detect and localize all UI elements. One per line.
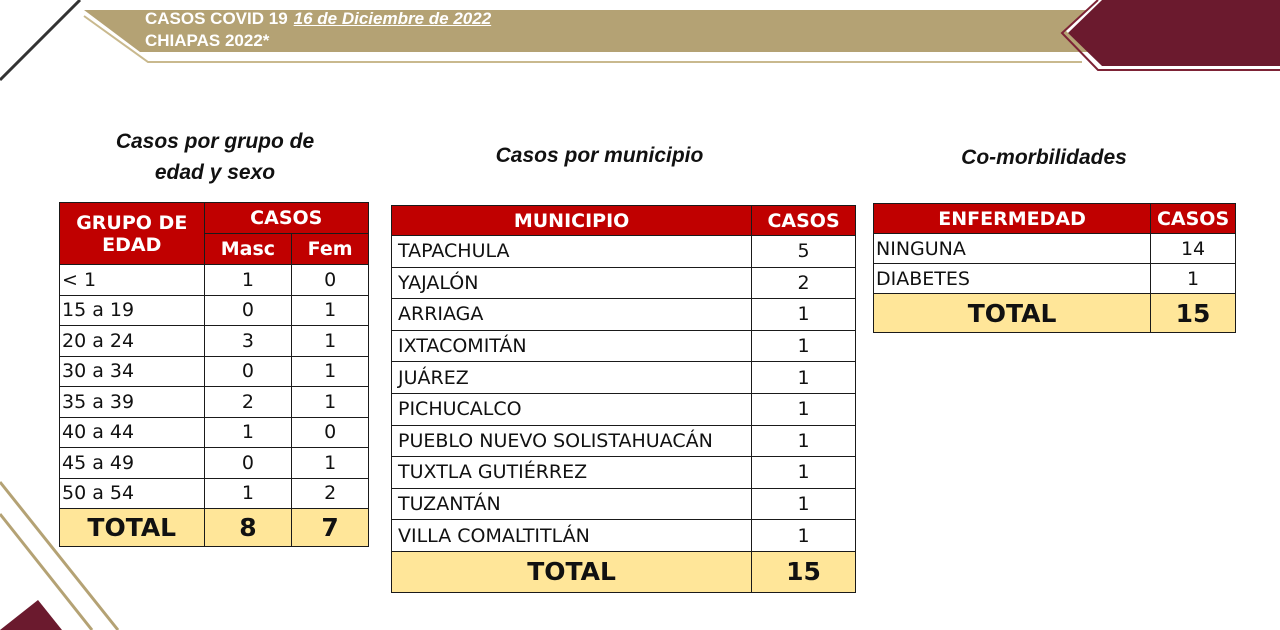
col-header-cases: CASOS — [204, 203, 368, 234]
total-row — [392, 551, 856, 592]
total-cases: 15 — [1151, 294, 1236, 333]
masc-cell: 0 — [204, 356, 292, 387]
total-label: TOTAL — [392, 551, 752, 592]
total-label: TOTAL — [60, 509, 205, 547]
col-header-group — [60, 203, 205, 265]
table-row — [392, 425, 856, 457]
table-row — [60, 326, 369, 357]
age-group-cell: 30 a 34 — [60, 356, 205, 387]
municipio-name-cell: TUXTLA GUTIÉRREZ — [392, 457, 752, 489]
fem-cell: 0 — [292, 265, 369, 296]
table-row — [392, 299, 856, 331]
cases-cell: 1 — [752, 520, 856, 552]
table-row — [874, 234, 1236, 264]
comorbidity-table — [873, 203, 1236, 333]
col-header-group-line1: GRUPO DE — [76, 211, 188, 234]
fem-cell: 1 — [292, 295, 369, 326]
col-header-fem: Fem — [292, 234, 369, 265]
col-header-cases: CASOS — [1151, 204, 1236, 234]
table-row — [60, 295, 369, 326]
table-row — [392, 393, 856, 425]
cases-cell: 2 — [752, 267, 856, 299]
disease-name-cell: DIABETES — [874, 264, 1151, 294]
fem-cell: 1 — [292, 356, 369, 387]
total-label: TOTAL — [874, 294, 1151, 333]
masc-cell: 3 — [204, 326, 292, 357]
municipio-table — [391, 205, 856, 593]
table-row — [60, 387, 369, 418]
disease-name-cell: NINGUNA — [874, 234, 1151, 264]
age-group-cell: < 1 — [60, 265, 205, 296]
cases-cell: 1 — [752, 362, 856, 394]
table-row — [392, 520, 856, 552]
col-header-masc: Masc — [204, 234, 292, 265]
age-group-cell: 50 a 54 — [60, 478, 205, 509]
fem-cell: 1 — [292, 326, 369, 357]
municipio-name-cell: YAJALÓN — [392, 267, 752, 299]
masc-cell: 1 — [204, 478, 292, 509]
cases-cell: 1 — [752, 393, 856, 425]
cases-cell: 5 — [752, 236, 856, 268]
col-header-disease: ENFERMEDAD — [874, 204, 1151, 234]
comorbidity-table-heading: Co-morbilidades — [961, 146, 1127, 169]
age-heading-line1: Casos por grupo de — [115, 130, 315, 153]
municipio-name-cell: TUZANTÁN — [392, 488, 752, 520]
cases-cell: 1 — [752, 425, 856, 457]
table-row — [392, 267, 856, 299]
bottom-left-maroon-triangle — [0, 600, 62, 630]
municipio-name-cell: JUÁREZ — [392, 362, 752, 394]
age-group-cell: 40 a 44 — [60, 417, 205, 448]
cases-cell: 14 — [1151, 234, 1236, 264]
age-group-cell: 15 a 19 — [60, 295, 205, 326]
municipio-name-cell: TAPACHULA — [392, 236, 752, 268]
municipio-name-cell: ARRIAGA — [392, 299, 752, 331]
total-cases: 15 — [752, 551, 856, 592]
fem-cell: 1 — [292, 387, 369, 418]
header-banner — [145, 8, 491, 52]
table-row — [874, 264, 1236, 294]
table-row — [60, 265, 369, 296]
total-masc: 8 — [204, 509, 292, 547]
age-table-heading — [60, 126, 370, 188]
col-header-cases: CASOS — [752, 206, 856, 236]
total-fem: 7 — [292, 509, 369, 547]
table-row — [392, 330, 856, 362]
total-row — [60, 509, 369, 547]
age-heading-line2: edad y sexo — [154, 161, 276, 184]
table-row — [392, 488, 856, 520]
table-row — [60, 448, 369, 479]
table-row — [392, 457, 856, 489]
municipio-name-cell: PICHUCALCO — [392, 393, 752, 425]
banner-title-line — [145, 8, 491, 30]
cases-cell: 1 — [752, 299, 856, 331]
banner-title: CASOS COVID 19 — [145, 9, 288, 28]
age-group-cell: 20 a 24 — [60, 326, 205, 357]
age-sex-table — [59, 202, 369, 547]
table-row — [392, 362, 856, 394]
total-row — [874, 294, 1236, 333]
table-row — [60, 356, 369, 387]
age-group-cell: 45 a 49 — [60, 448, 205, 479]
col-header-group-line2: EDAD — [102, 233, 162, 256]
top-left-dark-stroke — [0, 0, 80, 80]
masc-cell: 2 — [204, 387, 292, 418]
top-right-maroon-shape — [1068, 0, 1280, 66]
municipio-name-cell: VILLA COMALTITLÁN — [392, 520, 752, 552]
municipio-name-cell: PUEBLO NUEVO SOLISTAHUACÁN — [392, 425, 752, 457]
fem-cell: 2 — [292, 478, 369, 509]
col-header-municipio: MUNICIPIO — [392, 206, 752, 236]
municipio-table-heading: Casos por municipio — [495, 144, 704, 167]
masc-cell: 1 — [204, 265, 292, 296]
cases-cell: 1 — [752, 330, 856, 362]
banner-date: 16 de Diciembre de 2022 — [293, 9, 492, 28]
table-row — [60, 478, 369, 509]
table-row — [392, 236, 856, 268]
banner-subtitle: CHIAPAS 2022* — [145, 31, 270, 50]
age-group-cell: 35 a 39 — [60, 387, 205, 418]
masc-cell: 1 — [204, 417, 292, 448]
table-row — [60, 417, 369, 448]
masc-cell: 0 — [204, 295, 292, 326]
cases-cell: 1 — [752, 457, 856, 489]
cases-cell: 1 — [752, 488, 856, 520]
municipio-name-cell: IXTACOMITÁN — [392, 330, 752, 362]
masc-cell: 0 — [204, 448, 292, 479]
fem-cell: 0 — [292, 417, 369, 448]
cases-cell: 1 — [1151, 264, 1236, 294]
fem-cell: 1 — [292, 448, 369, 479]
